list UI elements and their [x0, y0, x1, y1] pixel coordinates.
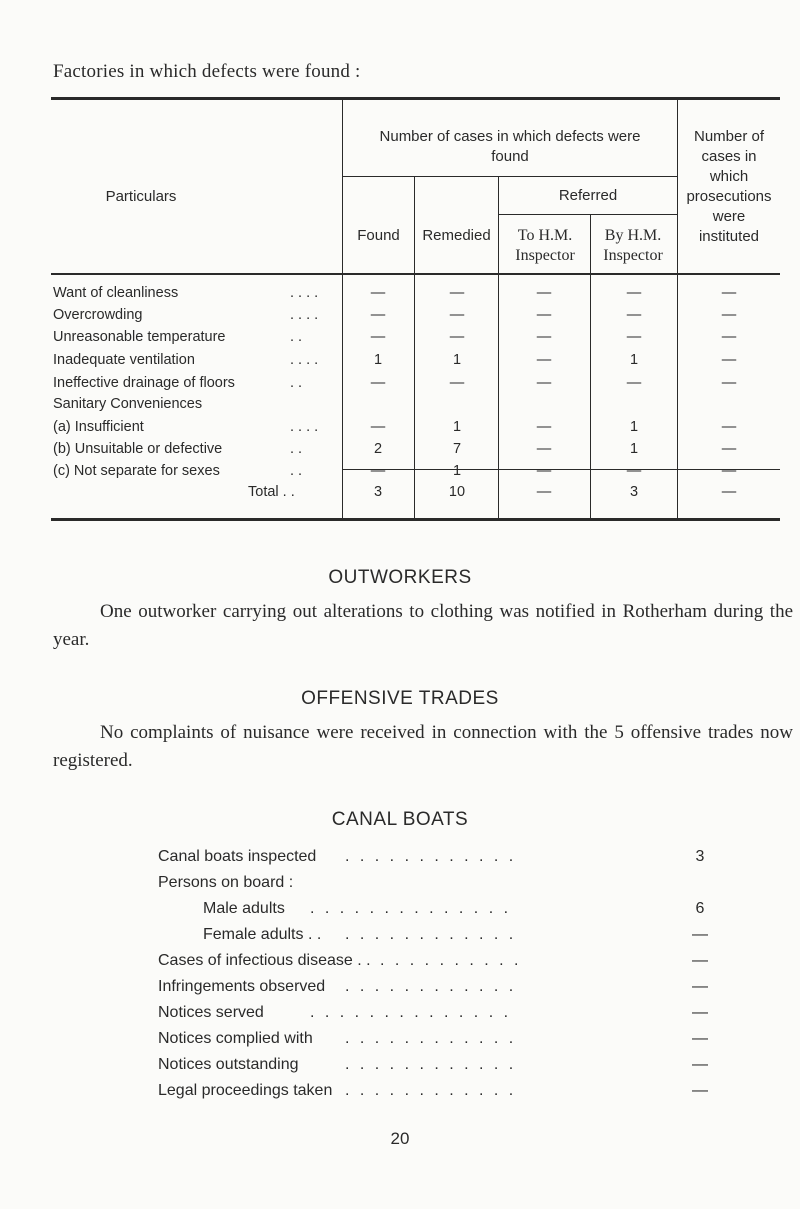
outworkers-heading: OUTWORKERS [328, 567, 472, 588]
cell-to: — [536, 329, 552, 345]
cell-found: — [370, 463, 386, 479]
page-number: 20 [390, 1129, 410, 1148]
row-label: Want of cleanliness [53, 285, 179, 301]
row-dots: . . . . [290, 419, 319, 435]
row-label: (c) Not separate for sexes [53, 463, 220, 479]
canal-item-label: Infringements observed [158, 978, 326, 995]
row-dots: . . [290, 375, 303, 391]
cell-found: — [370, 375, 386, 391]
referred-rule [498, 214, 677, 215]
cell-by: — [626, 463, 642, 479]
canal-boats-heading: CANAL BOATS [331, 809, 469, 830]
header-bottom-rule [51, 273, 780, 275]
canal-item-value: — [692, 1004, 708, 1021]
cell-to: — [536, 441, 552, 457]
table-row [0, 352, 800, 372]
cell-found: — [370, 285, 386, 301]
header-cases-group: Number of cases in which defects were found [379, 128, 641, 165]
table-row [0, 463, 800, 483]
table-row [0, 329, 800, 349]
canal-item-label: Notices outstanding [158, 1056, 299, 1073]
table-row [0, 419, 800, 439]
cell-pros: — [721, 307, 737, 323]
canal-item-value: 6 [695, 900, 705, 917]
cell-pros: — [721, 441, 737, 457]
cell-remedied: 1 [452, 463, 462, 479]
cell-pros: — [721, 375, 737, 391]
header-referred: Referred [558, 187, 618, 204]
cell-pros: — [721, 352, 737, 368]
table-row [0, 285, 800, 305]
cell-found: — [370, 419, 386, 435]
table-bottom-rule [51, 518, 780, 521]
row-label: Ineffective drainage of floors [53, 375, 235, 391]
row-dots: . . [290, 463, 303, 479]
row-label: Sanitary Conveniences [53, 396, 203, 412]
row-label: Overcrowding [53, 307, 143, 323]
cell-to: — [536, 463, 552, 479]
canal-item-value: — [692, 1030, 708, 1047]
canal-item-dots: . . . . . . . . . . . . . . [310, 1004, 512, 1021]
canal-item-value: — [692, 978, 708, 995]
cell-to: — [536, 307, 552, 323]
row-dots: . . [290, 441, 303, 457]
row-dots: . . . . [290, 352, 319, 368]
header-prosecutions: Number of cases in which prosecutions were instituted [686, 128, 772, 245]
header-by-hm-inspector: By H.M. Inspector [603, 227, 663, 264]
canal-item-label: Legal proceedings taken [158, 1082, 333, 1099]
cell-by: — [626, 285, 642, 301]
total-pros: — [721, 484, 737, 500]
cell-to: — [536, 375, 552, 391]
cell-to: — [536, 285, 552, 301]
table-row [0, 441, 800, 461]
canal-item-value: — [692, 926, 708, 943]
cell-by: — [626, 307, 642, 323]
canal-item-label: Notices complied with [158, 1030, 313, 1047]
canal-item-dots: . . . . . . . . . . . . [345, 1030, 517, 1047]
cell-found: 2 [373, 441, 383, 457]
row-label: (a) Insufficient [53, 419, 144, 435]
cell-pros: — [721, 463, 737, 479]
row-dots: . . . . [290, 307, 319, 323]
table-row [0, 375, 800, 395]
canal-item-dots: . . . . . . . . . . . . [345, 1082, 517, 1099]
total-to: — [536, 484, 552, 500]
row-label: Unreasonable temperature [53, 329, 226, 345]
cell-pros: — [721, 329, 737, 345]
row-dots: . . [290, 329, 303, 345]
cell-found: 1 [373, 352, 383, 368]
canal-item-dots: . . . . . . . . . . . . [345, 1056, 517, 1073]
row-dots: . . . . [290, 285, 319, 301]
header-found: Found [357, 227, 400, 244]
outworkers-text: One outworker carrying out alterations to clothing was notified in Rotherham during the year. [53, 601, 793, 650]
total-found: 3 [373, 484, 383, 500]
offensive-trades-heading: OFFENSIVE TRADES [301, 688, 499, 709]
cell-remedied: — [449, 329, 465, 345]
canal-item-label: Cases of infectious disease . . [158, 952, 371, 969]
canal-item-dots: . . . . . . . . . . [380, 952, 522, 969]
cell-pros: — [721, 419, 737, 435]
canal-item-label: Canal boats inspected [158, 848, 317, 865]
canal-item-value: 3 [695, 848, 705, 865]
row-label: Inadequate ventilation [53, 352, 195, 368]
page-caption: Factories in which defects were found : [53, 61, 361, 82]
cell-remedied: — [449, 375, 465, 391]
canal-item-label: Female adults . . [203, 926, 322, 943]
row-label: (b) Unsuitable or defective [53, 441, 223, 457]
canal-item-value: — [692, 952, 708, 969]
header-remedied: Remedied [422, 227, 491, 244]
table-top-rule [51, 97, 780, 100]
canal-item-label: Notices served [158, 1004, 264, 1021]
cell-remedied: 7 [452, 441, 462, 457]
cell-found: — [370, 307, 386, 323]
cell-by: 1 [629, 441, 639, 457]
cell-by: — [626, 375, 642, 391]
cell-by: 1 [629, 352, 639, 368]
canal-item-label: Male adults [203, 900, 285, 917]
canal-item-value: — [692, 1082, 708, 1099]
cell-by: — [626, 329, 642, 345]
canal-item-dots: . . . . . . . . . . . . . . [310, 900, 512, 917]
total-label: Total . . [248, 484, 295, 500]
canal-item-dots: . . . . . . . . . . . . [345, 848, 517, 865]
cell-remedied: 1 [452, 419, 462, 435]
canal-item-value: — [692, 1056, 708, 1073]
header-group-rule [342, 176, 677, 177]
canal-item-dots: . . . . . . . . . . . . [345, 926, 517, 943]
cell-remedied: 1 [452, 352, 462, 368]
cell-to: — [536, 419, 552, 435]
total-remedied: 10 [448, 484, 466, 500]
cell-to: — [536, 352, 552, 368]
cell-remedied: — [449, 285, 465, 301]
cell-remedied: — [449, 307, 465, 323]
header-to-hm-inspector: To H.M. Inspector [515, 227, 575, 264]
canal-item-dots: . . . . . . . . . . . . [345, 978, 517, 995]
offensive-trades-text: No complaints of nuisance were received in connection with the 5 offensive trades now registered. [53, 722, 793, 771]
table-row [0, 307, 800, 327]
canal-item-label: Persons on board : [158, 874, 294, 891]
cell-pros: — [721, 285, 737, 301]
header-particulars: Particulars [105, 188, 177, 205]
total-row [0, 484, 800, 504]
table-row [0, 396, 800, 416]
cell-found: — [370, 329, 386, 345]
total-by: 3 [629, 484, 639, 500]
cell-by: 1 [629, 419, 639, 435]
